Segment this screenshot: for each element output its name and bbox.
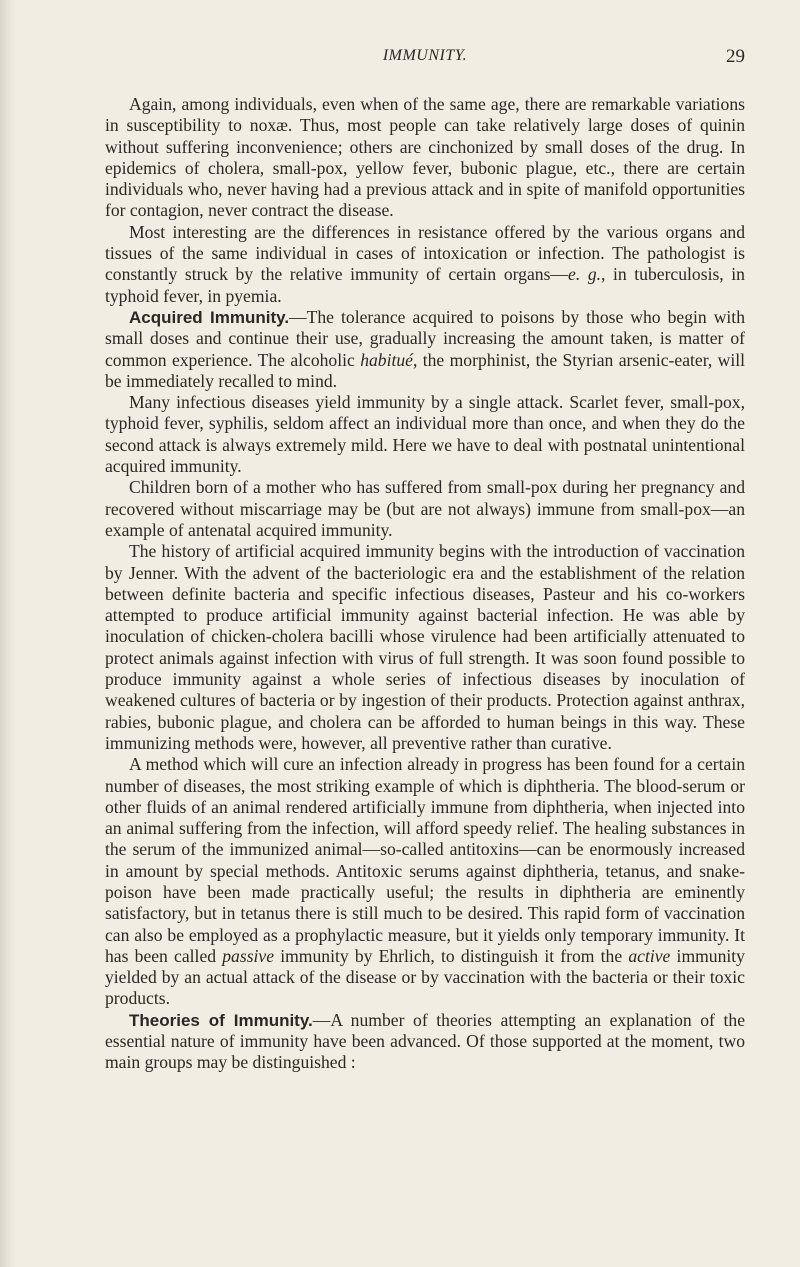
paragraph: Acquired Immunity.—The tolerance acquired to poisons by those who begin with small doses and continue their use, gradually increasing the amount taken, is matter of common experience. The alcoholic habitué, the morphinist, the Styrian arsenic-eater, will be immediately recalled to mind. — [105, 306, 746, 391]
paragraph: Many infectious diseases yield immunity by a single attack. Scarlet fever, small-pox, typhoid fever, syphilis, seldom affect an individual more than once, and when they do the second attack is always extremely mild. Here we have to deal with postnatal unintentional acquired immunity. — [105, 392, 745, 477]
paragraph: The history of artificial acquired immunity begins with the introduction of vaccination by Jenner. With the advent of the bacteriologic era and the establishment of the relation between definite bacteria and specific infectious diseases, Pasteur and his co-workers attempted to produce artificial immunity against bacterial infection. He was able by inoculation of chicken-cholera bacilli whose virulence had been artificially attenuated to protect animals against infection with virus of full strength. It was soon found possible to produce immunity against a whole series of infectious diseases by inoculation of weakened cultures of bacteria or by ingestion of their products. Protection against anthrax, rabies, bubonic plague, and cholera can be afforded to human beings in this way. These immunizing methods were, however, all preventive rather than curative. — [105, 541, 745, 753]
paragraph: Children born of a mother who has suffered from small-pox during her pregnancy and recovered without miscarriage may be (but are not always) immune from small-pox—an example of antenatal acquired immunity. — [105, 477, 745, 540]
paragraph: Most interesting are the differences in resistance offered by the various organs and tissues of the same individual in cases of intoxication or infection. The pathologist is constantly struck by the relative immunity of certain organs—e. g., in tuberculosis, in typhoid fever, in pyemia. — [105, 221, 745, 306]
running-header — [105, 47, 745, 71]
running-title: IMMUNITY. — [382, 47, 468, 64]
section-heading: Theories of Immunity. — [129, 1010, 313, 1030]
binding-edge — [0, 0, 16, 1267]
paragraph: Theories of Immunity.—A number of theories attempting an explanation of the essential nature of immunity have been advanced. Of those supported at the moment, two main groups may be distinguished : — [105, 1009, 746, 1073]
section-heading: Acquired Immunity. — [129, 307, 290, 327]
body-text — [105, 94, 745, 1074]
paragraph: A method which will cure an infection already in progress has been found for a certain number of diseases, the most striking example of which is diphtheria. The blood-serum or other fluids of an animal rendered artificially immune from diphtheria, when injected into an animal suffering from the infection, will afford speedy relief. The healing substances in the serum of the immunized animal—so-called antitoxins—can be enormously increased in amount by special methods. Antitoxic serums against diphtheria, tetanus, and snake-poison have been made practically useful; the results in diphtheria are eminently satisfactory, but in tetanus there is still much to be desired. This rapid form of vaccination can also be employed as a prophylactic measure, but it yields only temporary immunity. It has been called passive immunity by Ehrlich, to distinguish it from the active immunity yielded by an actual attack of the disease or by vaccination with the bacteria or their toxic products. — [105, 754, 745, 1009]
paragraph: Again, among individuals, even when of the same age, there are remarkable variations in susceptibility to noxæ. Thus, most people can take relatively large doses of quinin without suffering inconvenience; others are cinchonized by small doses of the drug. In epidemics of cholera, small-pox, yellow fever, bubonic plague, etc., there are certain individuals who, never having had a previous attack and in spite of manifold opportunities for contagion, never contract the disease. — [105, 94, 745, 221]
page-number: 29 — [726, 46, 745, 67]
